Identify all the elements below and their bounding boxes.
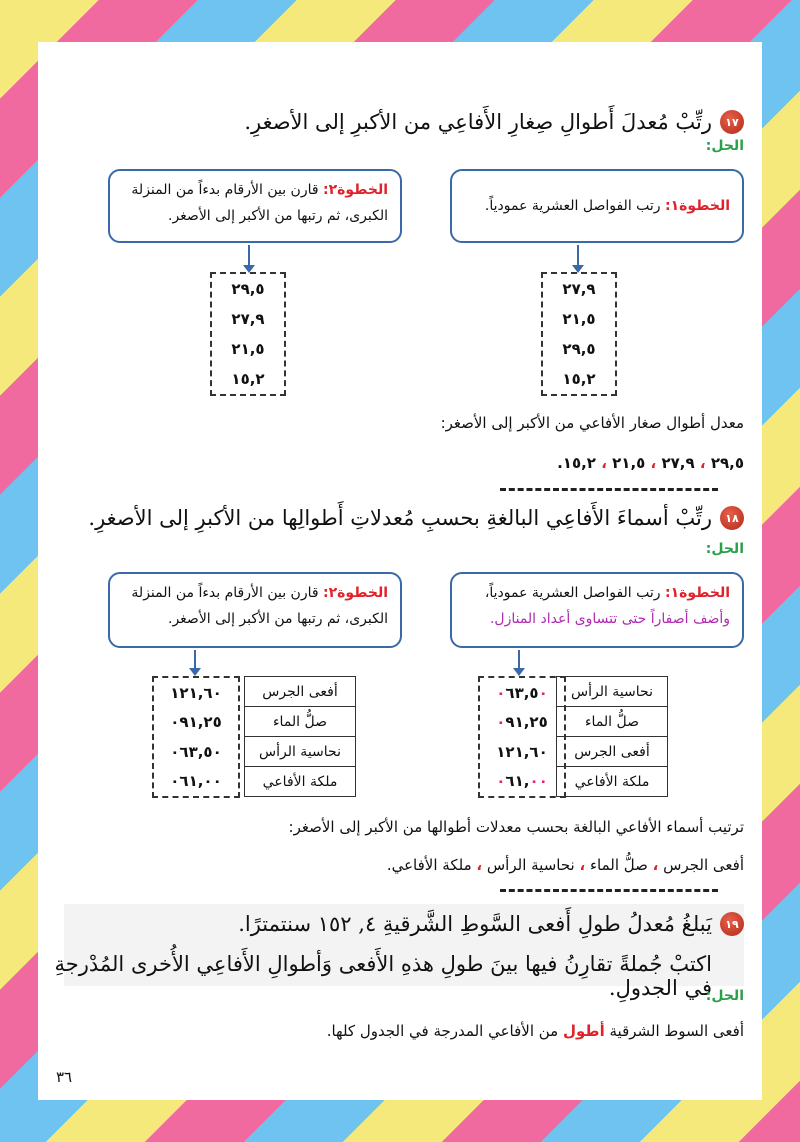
q18-step2-text-1: قارن بين الأرقام بدءاً من المنزلة	[131, 585, 319, 601]
value: ١٥,٢	[231, 370, 265, 388]
answer-item: ١٥,٢.	[557, 454, 596, 472]
value: ٢٧,٩	[231, 310, 265, 328]
answer-item: ٢٩,٥	[710, 454, 744, 472]
question-19-text-2: اكتبْ جُملةً تقارِنُ فيها بينَ طولِ هذهِ الأَفعى وَأطوالِ الأَفاعِي الأُخرى المُدْرجةِ في الجدولِ.	[54, 952, 712, 1000]
question-number-17: ١٧	[720, 110, 744, 134]
table-cell: صلُّ الماء	[245, 707, 356, 737]
value: ١٥,٢	[562, 370, 596, 388]
value: ٠٦٣,٥٠	[496, 683, 548, 702]
q18-arrow-2	[194, 650, 196, 670]
q18-step2-values	[152, 676, 240, 798]
q17-answer-label: معدل أطوال صغار الأفاعي من الأكبر إلى الأصغر:	[440, 414, 744, 432]
q18-step2-box	[108, 572, 402, 648]
separator: ،	[601, 454, 607, 472]
separator: ،	[699, 454, 706, 472]
page-number: ٣٦	[56, 1068, 73, 1086]
solution-label-17: الحل:	[705, 138, 744, 154]
separator: ،	[579, 856, 586, 874]
q17-step2-box	[108, 169, 402, 243]
q18-step1-box	[450, 572, 744, 648]
solution-label-18: الحل:	[705, 541, 744, 557]
q17-step1-label: الخطوة١:	[665, 198, 730, 214]
value: ٢٧,٩	[562, 280, 596, 298]
question-19-text-1: يَبلغُ مُعدلُ طولِ أَفعى السَّوطِ الشَّرقيةِ ٤, ١٥٢ سنتمترًا.	[238, 912, 712, 936]
q17-step2-label: الخطوة٢:	[323, 182, 388, 198]
q18-arrow-1	[518, 650, 520, 670]
q18-step1-text: رتب الفواصل العشرية عمودياً،	[484, 585, 661, 601]
value: ٢١,٥	[562, 310, 596, 328]
value: ٢٩,٥	[562, 340, 596, 358]
question-17-text: رتِّبْ مُعدلَ أَطوالِ صِغارِ الأَفاعِي من الأكبرِ إلى الأصغرِ.	[244, 110, 712, 134]
value: ٠٩١,٢٥	[496, 713, 548, 732]
question-17	[244, 110, 744, 134]
table-cell: ملكة الأفاعي	[245, 767, 356, 797]
question-number-18: ١٨	[720, 506, 744, 530]
value: ٠٩١,٢٥	[170, 713, 222, 732]
answer-item: صلُّ الماء	[589, 856, 648, 874]
value: ١٢١,٦٠	[496, 742, 548, 761]
separator: ،	[476, 856, 483, 874]
q17-arrow-2	[248, 245, 250, 267]
answer-item: أفعى الجرس	[663, 856, 744, 874]
q18-answer	[387, 856, 744, 874]
answer-part: أفعى السوط الشرقية	[609, 1022, 744, 1040]
q18-answer-label: ترتيب أسماء الأفاعي البالغة بحسب معدلات أطوالها من الأكبر إلى الأصغر:	[288, 818, 744, 836]
separator: ،	[650, 454, 657, 472]
question-19	[238, 912, 744, 936]
separator: ،	[652, 856, 659, 874]
q18-step1-label: الخطوة١:	[665, 585, 730, 601]
page	[38, 42, 762, 1100]
table-cell: نحاسية الرأس	[557, 677, 668, 707]
value: ٠٦١,٠٠	[170, 772, 222, 791]
q17-step2-text-2: الكبرى، ثم رتبها من الأكبر إلى الأصغر.	[168, 208, 388, 224]
solution-label-19: الحل:	[705, 988, 744, 1004]
table-cell: نحاسية الرأس	[245, 737, 356, 767]
answer-item: ٢١,٥	[612, 454, 646, 472]
value: ١٢١,٦٠	[170, 683, 222, 702]
question-18-text: رتِّبْ أسماءَ الأَفاعِي البالغةِ بحسبِ مُعدلاتِ أَطوالِها من الأكبرِ إلى الأصغرِ.	[88, 506, 712, 530]
q17-step2-text-1: قارن بين الأرقام بدءاً من المنزلة	[131, 182, 319, 198]
value: ٢٩,٥	[231, 280, 265, 298]
table-cell: أفعى الجرس	[557, 737, 668, 767]
answer-item: ٢٧,٩	[661, 454, 695, 472]
q17-step1-text: رتب الفواصل العشرية عمودياً.	[484, 198, 661, 214]
question-number-19: ١٩	[720, 912, 744, 936]
table-cell: صلُّ الماء	[557, 707, 668, 737]
q18-step1-values	[478, 676, 566, 798]
q18-step1-text-2: وأضف أصفاراً حتى تتساوى أعداد المنازل.	[489, 611, 730, 627]
q18-step2-names-table	[244, 676, 356, 797]
q18-step2-text-2: الكبرى، ثم رتبها من الأكبر إلى الأصغر.	[168, 611, 388, 627]
answer-part: من الأفاعي المدرجة في الجدول كلها.	[326, 1022, 559, 1040]
divider	[500, 488, 718, 491]
q18-step1-names-table	[556, 676, 668, 797]
q17-step1-values	[541, 272, 617, 396]
q17-arrow-1	[577, 245, 579, 267]
q17-answer	[557, 454, 744, 472]
value: ٠٦١,٠٠	[496, 772, 548, 791]
question-18	[88, 506, 744, 530]
q18-step2-label: الخطوة٢:	[323, 585, 388, 601]
table-cell: أفعى الجرس	[245, 677, 356, 707]
table-cell: ملكة الأفاعي	[557, 767, 668, 797]
divider	[500, 889, 718, 892]
q17-step2-values	[210, 272, 286, 396]
q19-answer	[327, 1022, 744, 1040]
value: ٢١,٥	[231, 340, 265, 358]
answer-item: ملكة الأفاعي.	[386, 856, 472, 874]
answer-item: نحاسية الرأس	[486, 856, 575, 874]
answer-bold: أطول	[563, 1022, 605, 1040]
value: ٠٦٣,٥٠	[170, 742, 222, 761]
q17-step1-box	[450, 169, 744, 243]
